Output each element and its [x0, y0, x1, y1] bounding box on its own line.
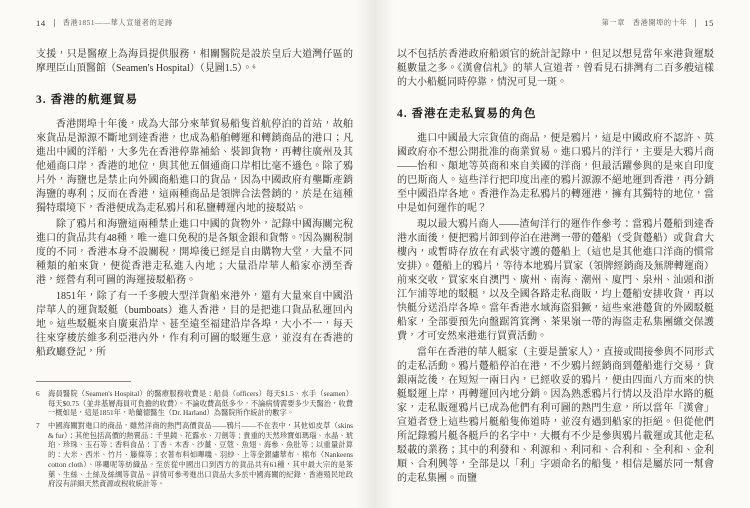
page-number-left: 14	[36, 18, 46, 28]
page-body-right	[397, 48, 714, 494]
page-right	[375, 0, 750, 508]
footnote-7	[36, 421, 353, 489]
footnote-number: 6	[36, 388, 40, 398]
paragraph: 進口中國最大宗貨值的商品，便是鴉片，這是中國政府不認許、英國政府亦不想公開批准的商業貿易。進口鴉片的洋行，主要是大鴉片商——怡和、顛地等英商和來自美國的洋商，但最活躍參與的是來自印度的巴斯商人。這些洋行把印度出產的鴉片源源不絕地運到香港，再分銷至中國沿岸各地。香港作為走私鴉片的轉運港，擁有其獨特的地位，當中是如何運作的呢？	[397, 133, 714, 214]
section-heading-smuggling-role: 4. 香港在走私貿易的角色	[397, 108, 537, 120]
footnotes-block	[36, 381, 353, 492]
paragraph: 當年在香港的華人艇家（主要是蜑家人），直接或間接參與不同形式的走私活動。鴉片躉船停泊在港，不少鴉片經銷商到躉船進行交易，貨銀兩訖後，在短短一兩日內，已經收妥的鴉片，便由四面八方而來的快艇駁運上岸，再轉運回內地分銷。因為熟悉鴉片行情以及沿岸水路的艇家，走私販運鴉片已成為他們有利可圖的熱門生意，所以當年「漢會」宣道者登上這些鴉片艇船隻佈道時，並沒有遇到船家的拒絕。但從他們所記錄鴉片艇各艇戶的名字中，大概有不少是參與鴉片載運或其他走私駁載的業務；其中的利發和、利源和、利同和、合利和、全利和、金利順、合利興等，全部是以「利」字頭命名的船隻，相信是屬於同一幫會的走私集團。而鹽	[397, 347, 714, 484]
footnote-text: 海員醫院（Seamen's Hospital）的醫療服務收費是：船員（officers）每天$1.5、水手（seamen）每天$0.75（並非基層海員可負擔的收費）。不論收費高低多少，不論病情需要多少天醫治，收費一概如是，這是1851年，哈蘭德醫生（Dr. Harland）為醫院所作統計的數字。	[48, 388, 353, 418]
running-head-left	[36, 18, 353, 28]
footnote-number: 7	[36, 421, 40, 431]
header-divider-right	[695, 19, 696, 27]
header-divider-left	[54, 19, 55, 27]
paragraph-continuation: 以不包括於香港政府船頭官的統計記錄中，但足以想見當年來港貨運駁艇數量之多。《漢會信札》的華人宣道者，曾看見石排灣有二百多艘這樣的大小船艇同時停靠，情況可見一斑。	[397, 49, 714, 88]
page-number-right: 15	[704, 18, 714, 28]
footnote-6	[36, 389, 353, 418]
paragraph: 香港開埠十年後，成為大部分來華貿易船隻首航停泊的首站，故舶來貨品是源源不斷地到達香港，也成為船舶轉運和轉銷商品的港口；凡進出中國的洋船，大多先在香港停靠補給、裝卸貨物，再轉往廣州及其他通商口岸，香港的地位，與其他五個通商口岸相比毫不遜色。除了鴉片外，海鹽也是禁止向外國商船進口的貨品，因為中國政府有壟斷產銷海鹽的專利；反而在香港，這兩種商品是領牌合法營銷的，於是在這種獨特環境下，香港便成為走私鴉片和私鹽轉運內地的接駁站。	[36, 119, 353, 214]
footnote-text: 中國海關對進口的商品，雖然洋商的熱門高價貨品——鴉片——不在表中，其他如皮草（skins & fur）；其他包括高價的熱賣品：千里鏡、花露水、刀劍等；貴重的天然珍寶如瑪瑙、水晶、琥珀、珍珠、玉石等；香料食品：丁香、木香、沙薑、豆蔻、魚翅、海參、魚肚等；以重量計算的：大米、西米、竹片、籐條等；衣著布料如嗶嘰、羽紗、上等金銀繡華布、棉布（Nankeens cotton cloth）、哆囉呢等紡織品。至於從中國出口到西方的貨品共有61種，其中最大宗的是茶葉、生絲、土絲及絲綢等貨品。詳情可參考進出口貨品大多於中國海關的紀錄，香港殖民地政府沒有詳細天然資源或稅收統計等。	[48, 421, 353, 489]
footnote-divider	[36, 381, 131, 382]
chapter-title: 第一章 香港開埠的十年	[601, 19, 688, 27]
book-title: 香港1851——華人宣道者的足跡	[62, 19, 173, 27]
paragraph: 現以最大鴉片商人——渣甸洋行的運作作參考：當鴉片躉船到達香港水面後，便把鴉片卸到停泊在港灣一帶的躉船（受貨躉船）或貨倉大樓內，或暫時存放在有武裝守護的躉船上（這也是其他進口洋商的慣常安排）。躉船上的鴉片，等待本地鴉片買家（領牌經銷商及無牌轉運商）前來交收，買家來自澳門、廣州、南海、潮州、廈門、泉州、汕頭和浙江乍浦等地的駁艇，以及全國各路走私商販，均上躉船安排收貨，再以快艇分送沿岸各埠。當年香港水域海盜猖獗，這些來港躉貨的外國駁艇船家，全部要預先向盤踞筲箕灣、茶果嶺一帶的海盜走私集團繳交保護費，才可安然來港進行買賣活動。	[397, 219, 714, 342]
paragraph: 1851年，除了有一千多艘大型洋貨船來港外，還有大量來自中國沿岸華人的運貨駁艇（bumboats）進入香港，目的是把進口貨品私運回內地。這些駁艇來自廣東沿岸、甚至遠至福建沿岸各埠，大小不一，每天往來穿梭於維多利亞港內外，作有利可圖的駁運生意，並沒有在香港的船政廳登記，所	[36, 291, 353, 358]
paragraph-continuation: 支援，只是醫療上為海員提供服務，相關醫院是設於皇后大道灣仔區的摩理臣山頂醫館（Seamen's Hospital）（見圖1.5）。⁶	[36, 49, 353, 74]
running-head-right	[397, 18, 714, 28]
paragraph: 除了鴉片和海鹽這兩種禁止進口中國的貨物外，記錄中國海關完稅進口的貨品共有48種，唯一進口免稅的是各類金銀和貨幣。⁷因為關稅制度的不同，香港本身不設關稅，開埠後已經是自由購物大堂，大量不同種類的舶來貨，便從香港走私進入內地；大量沿岸華人船家亦湧至香港，經營有利可圖的海運接駁船務。	[36, 219, 353, 286]
section-heading-shipping-trade: 3. 香港的航運貿易	[36, 94, 138, 106]
page-body-left	[36, 48, 353, 370]
